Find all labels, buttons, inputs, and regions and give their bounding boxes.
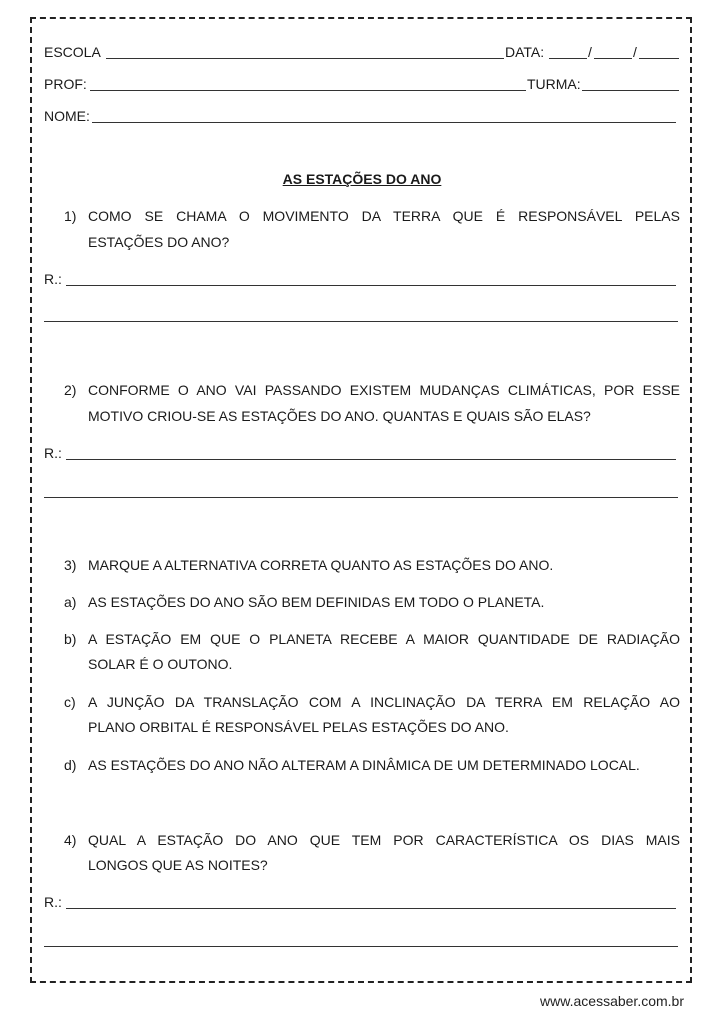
date-month-field[interactable] — [594, 58, 632, 59]
option-letter: b) — [64, 631, 77, 647]
answer-label: R.: — [44, 894, 62, 910]
answer-line[interactable] — [44, 321, 678, 322]
option-text[interactable]: A JUNÇÃO DA TRANSLAÇÃO COM A INCLINAÇÃO DA TERRA EM RELAÇÃO AO — [88, 694, 680, 710]
answer-label: R.: — [44, 445, 62, 461]
date-label: DATA: — [505, 44, 545, 60]
name-field[interactable] — [92, 122, 676, 123]
answer-line[interactable] — [66, 459, 676, 460]
date-day-field[interactable] — [549, 58, 587, 59]
question-number: 2) — [64, 382, 77, 398]
name-label: NOME: — [44, 108, 90, 124]
question-text: CONFORME O ANO VAI PASSANDO EXISTEM MUDANÇAS CLIMÁTICAS, POR ESSE — [88, 382, 680, 398]
option-text[interactable]: A ESTAÇÃO EM QUE O PLANETA RECEBE A MAIOR QUANTIDADE DE RADIAÇÃO — [88, 631, 680, 647]
option-text[interactable]: AS ESTAÇÕES DO ANO SÃO BEM DEFINIDAS EM TODO O PLANETA. — [88, 594, 545, 610]
option-letter: d) — [64, 757, 77, 773]
question-text: LONGOS QUE AS NOITES? — [88, 857, 268, 873]
date-separator: / — [633, 44, 637, 60]
date-separator: / — [588, 44, 592, 60]
question-text: MOTIVO CRIOU-SE AS ESTAÇÕES DO ANO. QUANTAS E QUAIS SÃO ELAS? — [88, 408, 591, 424]
option-text[interactable]: PLANO ORBITAL É RESPONSÁVEL PELAS ESTAÇÕES DO ANO. — [88, 719, 509, 735]
option-text[interactable]: AS ESTAÇÕES DO ANO NÃO ALTERAM A DINÂMICA DE UM DETERMINADO LOCAL. — [88, 757, 640, 773]
answer-line[interactable] — [66, 908, 676, 909]
option-text[interactable]: SOLAR É O OUTONO. — [88, 656, 233, 672]
option-letter: c) — [64, 694, 76, 710]
class-label: TURMA: — [527, 76, 581, 92]
teacher-field[interactable] — [90, 90, 526, 91]
teacher-label: PROF: — [44, 76, 87, 92]
class-field[interactable] — [582, 90, 679, 91]
option-letter: a) — [64, 594, 77, 610]
answer-line[interactable] — [44, 497, 678, 498]
date-year-field[interactable] — [639, 58, 679, 59]
question-number: 3) — [64, 557, 77, 573]
answer-line[interactable] — [66, 285, 676, 286]
footer-website-link[interactable]: www.acessaber.com.br — [540, 993, 684, 1009]
page-title: AS ESTAÇÕES DO ANO — [282, 171, 442, 187]
question-text: QUAL A ESTAÇÃO DO ANO QUE TEM POR CARACTERÍSTICA OS DIAS MAIS — [88, 832, 680, 848]
question-text: COMO SE CHAMA O MOVIMENTO DA TERRA QUE É RESPONSÁVEL PELAS — [88, 208, 680, 224]
school-label: ESCOLA — [44, 44, 101, 60]
question-number: 1) — [64, 208, 77, 224]
question-text: MARQUE A ALTERNATIVA CORRETA QUANTO AS ESTAÇÕES DO ANO. — [88, 557, 554, 573]
question-text: ESTAÇÕES DO ANO? — [88, 234, 230, 250]
answer-label: R.: — [44, 271, 62, 287]
school-field[interactable] — [106, 58, 504, 59]
answer-line[interactable] — [44, 946, 678, 947]
question-number: 4) — [64, 832, 77, 848]
